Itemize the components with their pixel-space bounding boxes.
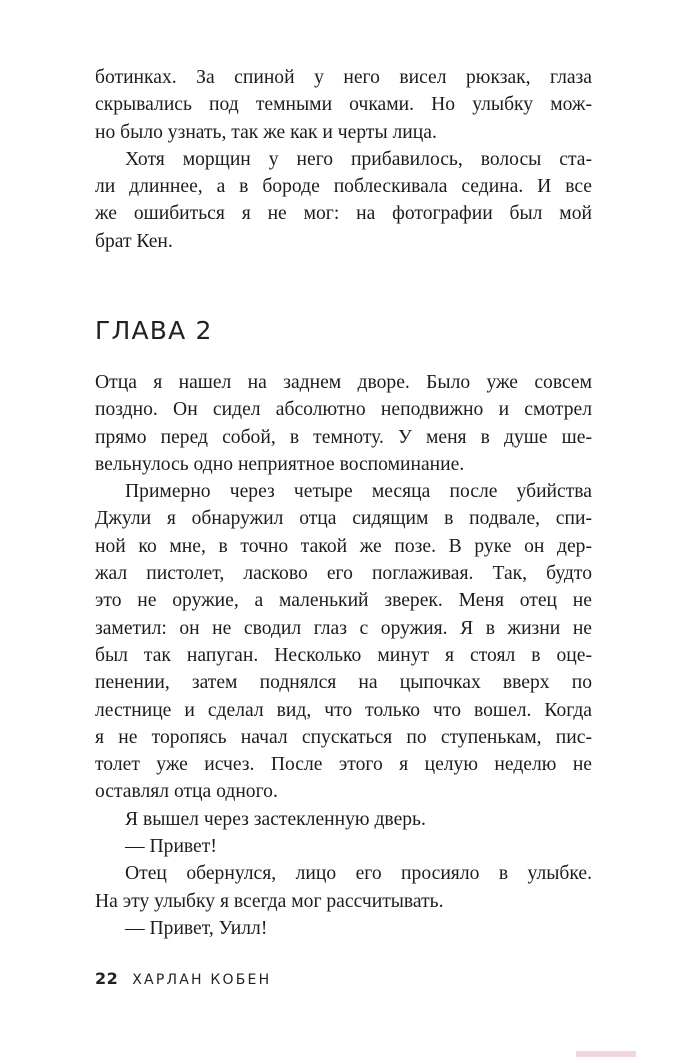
text-line: На эту улыбку я всегда мог рассчитывать. (95, 890, 444, 912)
page-number: 22 (95, 969, 119, 988)
text-line: Хотя морщин у него прибавилось, волосы ста- (125, 148, 592, 170)
text-line: ли длиннее, а в бороде поблескивала седина. И все (95, 176, 592, 198)
scan-edge-mark (576, 1051, 636, 1057)
text-line: прямо перед собой, в темноту. У меня в душе ше- (95, 426, 592, 448)
text-line: Я вышел через застекленную дверь. (125, 808, 426, 830)
text-line: поздно. Он сидел абсолютно неподвижно и смотрел (95, 399, 592, 421)
text-line: Джули я обнаружил отца сидящим в подвале, спи- (95, 508, 592, 530)
text-line: жал пистолет, ласково его поглаживая. Так, будто (95, 563, 592, 585)
text-line: заметил: он не сводил глаз с оружия. Я в жизни не (95, 617, 592, 639)
text-line: оставлял отца одного. (95, 781, 278, 803)
text-line: Примерно через четыре месяца после убийства (125, 481, 592, 503)
text-line: это не оружие, а маленький зверек. Меня отец не (95, 590, 592, 612)
text-line: был так напуган. Несколько минут я стоял в оце- (95, 644, 592, 666)
text-line: вельнулось одно неприятное воспоминание. (95, 453, 465, 475)
text-line: Отца я нашел на заднем дворе. Было уже совсем (95, 372, 592, 393)
text-line: толет уже исчез. После этого я целую неделю не (95, 754, 592, 776)
text-line: лестнице и сделал вид, что только что вошел. Когда (95, 699, 592, 721)
text-line: но было узнать, так же как и черты лица. (95, 121, 437, 143)
text-line: Отец обернулся, лицо его просияло в улыбке. (125, 863, 592, 885)
running-title: ХАРЛАН КОБЕН (132, 972, 272, 988)
text-line: же ошибиться я не мог: на фотографии был мой (95, 203, 592, 225)
dialogue-line: — Привет! (125, 836, 217, 858)
text-line: пенении, затем поднялся на цыпочках вверх по (95, 672, 592, 694)
text-line: ной ко мне, в точно такой же позе. В руке он дер- (95, 535, 592, 557)
text-block-chapter (95, 369, 592, 942)
text-line: скрывались под темными очками. Но улыбку мож- (95, 94, 592, 116)
text-line: брат Кен. (95, 230, 173, 252)
text-line: ботинках. За спиной у него висел рюкзак, глаза (95, 67, 592, 88)
dialogue-line: — Привет, Уилл! (125, 917, 268, 939)
text-block-top (95, 64, 592, 255)
chapter-heading: ГЛАВА 2 (95, 316, 213, 345)
page-footer (95, 969, 271, 988)
text-line: я не торопясь начал спускаться по ступенькам, пис- (95, 726, 592, 748)
